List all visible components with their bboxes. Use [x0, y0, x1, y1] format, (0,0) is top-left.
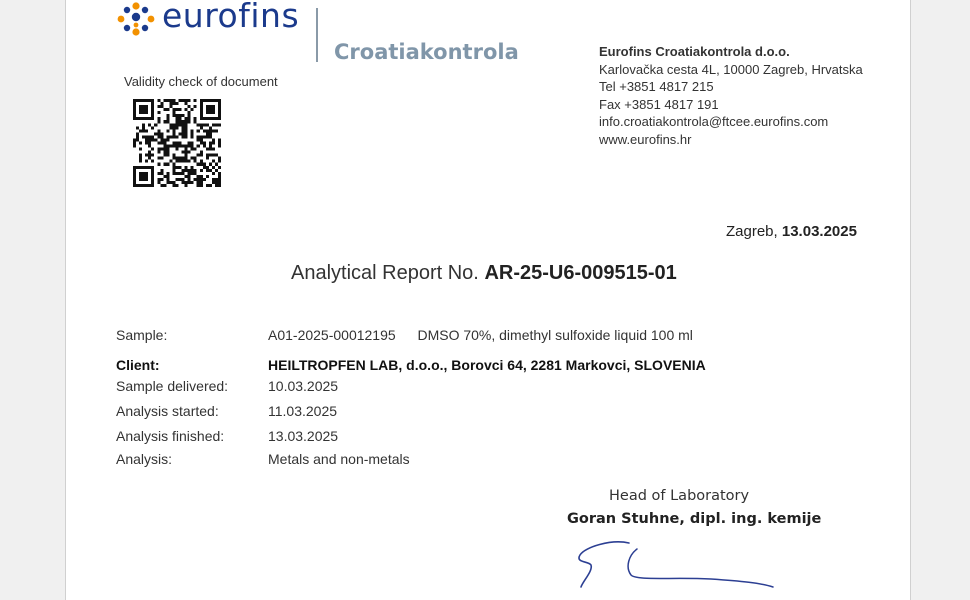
sample-code: A01-2025-00012195	[268, 327, 396, 343]
date-city: Zagreb,	[726, 223, 778, 240]
report-date	[726, 223, 857, 240]
company-name: Eurofins Croatiakontrola d.o.o.	[599, 44, 790, 59]
qr-code-icon[interactable]	[133, 99, 221, 187]
company-fax: Fax +3851 4817 191	[599, 96, 719, 112]
finished-label: Analysis finished:	[116, 428, 225, 444]
delivered-label: Sample delivered:	[116, 378, 229, 394]
logo-divider	[316, 8, 318, 62]
validity-label: Validity check of document	[124, 74, 278, 89]
client-value: HEILTROPFEN LAB, d.o.o., Borovci 64, 2281 Markovci, SLOVENIA	[268, 357, 706, 373]
company-address: Karlovačka cesta 4L, 10000 Zagreb, Hrvatska	[599, 61, 863, 77]
started-label: Analysis started:	[116, 403, 219, 419]
report-title	[291, 262, 677, 285]
client-label: Client:	[116, 357, 160, 373]
report-number: AR-25-U6-009515-01	[484, 262, 677, 284]
document-page	[65, 0, 911, 600]
sample-description: DMSO 70%, dimethyl sulfoxide liquid 100 ml	[417, 327, 693, 343]
signatory-name: Goran Stuhne, dipl. ing. kemije	[567, 511, 822, 527]
date-value: 13.03.2025	[781, 223, 857, 240]
subbrand-name: Croatiakontrola	[334, 40, 519, 64]
started-value: 11.03.2025	[268, 403, 338, 419]
sample-label: Sample:	[116, 327, 168, 343]
report-title-prefix: Analytical Report No.	[291, 262, 479, 284]
eurofins-logo-mark-icon	[116, 2, 156, 40]
signature-icon	[571, 535, 781, 600]
brand-name: eurofins	[162, 0, 300, 35]
analysis-value: Metals and non-metals	[268, 451, 410, 467]
delivered-value: 10.03.2025	[268, 378, 339, 394]
company-tel: Tel +3851 4817 215	[599, 79, 714, 94]
finished-value: 13.03.2025	[268, 428, 339, 444]
signatory-role: Head of Laboratory	[609, 488, 750, 504]
company-website[interactable]: www.eurofins.hr	[599, 131, 692, 147]
analysis-label: Analysis:	[116, 451, 173, 467]
sample-value	[268, 327, 693, 343]
company-email[interactable]: info.croatiakontrola@ftcee.eurofins.com	[599, 114, 829, 129]
company-address-block	[599, 43, 863, 148]
